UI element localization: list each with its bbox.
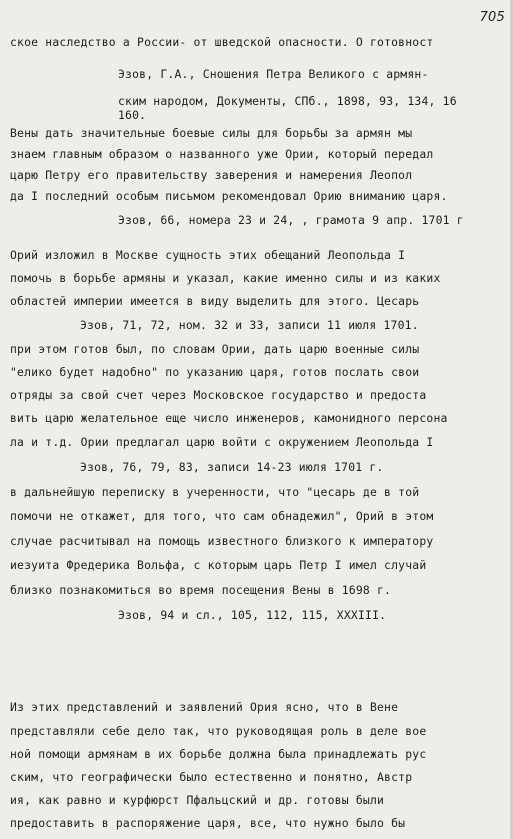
text-line: близко познакомиться во время посещения Вены в 1698 г. <box>10 583 392 597</box>
page-number: 705 <box>479 10 505 25</box>
text-line: ским, что географически было естественно и понятно, Австр <box>10 770 413 784</box>
text-line: ла и т.д. Ории предлагал царю войти с окружением Леопольда I <box>10 435 434 449</box>
footnote-line: Эзов, 76, 79, 83, записи 14-23 июля 1701 г. <box>80 460 384 474</box>
text-line: при этом готов был, по словам Ории, дать царю военные силы <box>10 342 420 356</box>
text-line: областей империи имеется в виду выделить для этого. Цесарь <box>10 294 420 308</box>
text-line: помочь в борьбе армяны и указал, какие именно силы и из каких <box>10 271 441 285</box>
text-line: ия, как равно и курфюрст Пфальцский и др. готовы были <box>10 793 385 807</box>
text-line: царю Петру его правительству заверения и намерения Леопол <box>10 168 413 182</box>
text-line: иезуита Фредерика Вольфа, с которым царь Петр I имел случай <box>10 558 427 572</box>
text-line: предоставить в распоряжение царя, все, что нужно было бы <box>10 816 406 830</box>
text-line: отряды за свой счет через Московское государство и предоста <box>10 388 427 402</box>
text-line: Вены дать значительные боевые силы для борьбы за армян мы <box>10 126 413 140</box>
footnote-line: 160. <box>118 108 147 122</box>
footnote-line: Эзов, 71, 72, ном. 32 и 33, записи 11 июля 1701. <box>80 318 419 332</box>
text-line: ское наследство а России- от шведской опасности. О готовност <box>10 35 434 49</box>
footnote-line: Эзов, 66, номера 23 и 24, , грамота 9 апр. 1701 г <box>118 213 464 227</box>
text-line: вить царю желательное еще число инженеров, камонидного персона <box>10 411 448 425</box>
text-line: "елико будет надобно" по указанию царя, готов послать свои <box>10 365 420 379</box>
text-line: помочи не откажет, для того, что сам обнадежил", Орий в этом <box>10 509 434 523</box>
text-line: Орий изложил в Москве сущность этих обещаний Леопольда I <box>10 248 406 262</box>
text-line: представляли себе дело так, что руководящая роль в деле вое <box>10 724 427 738</box>
text-line: ной помощи армянам в их борьбе должна была принадлежать рус <box>10 747 427 761</box>
text-line: Из этих представлений и заявлений Ория ясно, что в Вене <box>10 700 399 714</box>
text-line: в дальнейшую переписку в учеренности, что "цесарь де в той <box>10 485 420 499</box>
text-line: да I последний особым письмом рекомендовал Орию вниманию царя. <box>10 189 448 203</box>
text-line: случае расчитывал на помощь известного близкого к императору <box>10 534 434 548</box>
text-line: знаем главным образом о названного уже Ории, который передал <box>10 147 434 161</box>
footnote-line: Эзов, 94 и сл., 105, 112, 115, XXXIII. <box>118 608 387 622</box>
footnote-line: ским народом, Документы, СПб., 1898, 93, 134, 16 <box>118 94 457 108</box>
footnote-line: Эзов, Г.А., Сношения Петра Великого с армян- <box>118 67 429 81</box>
